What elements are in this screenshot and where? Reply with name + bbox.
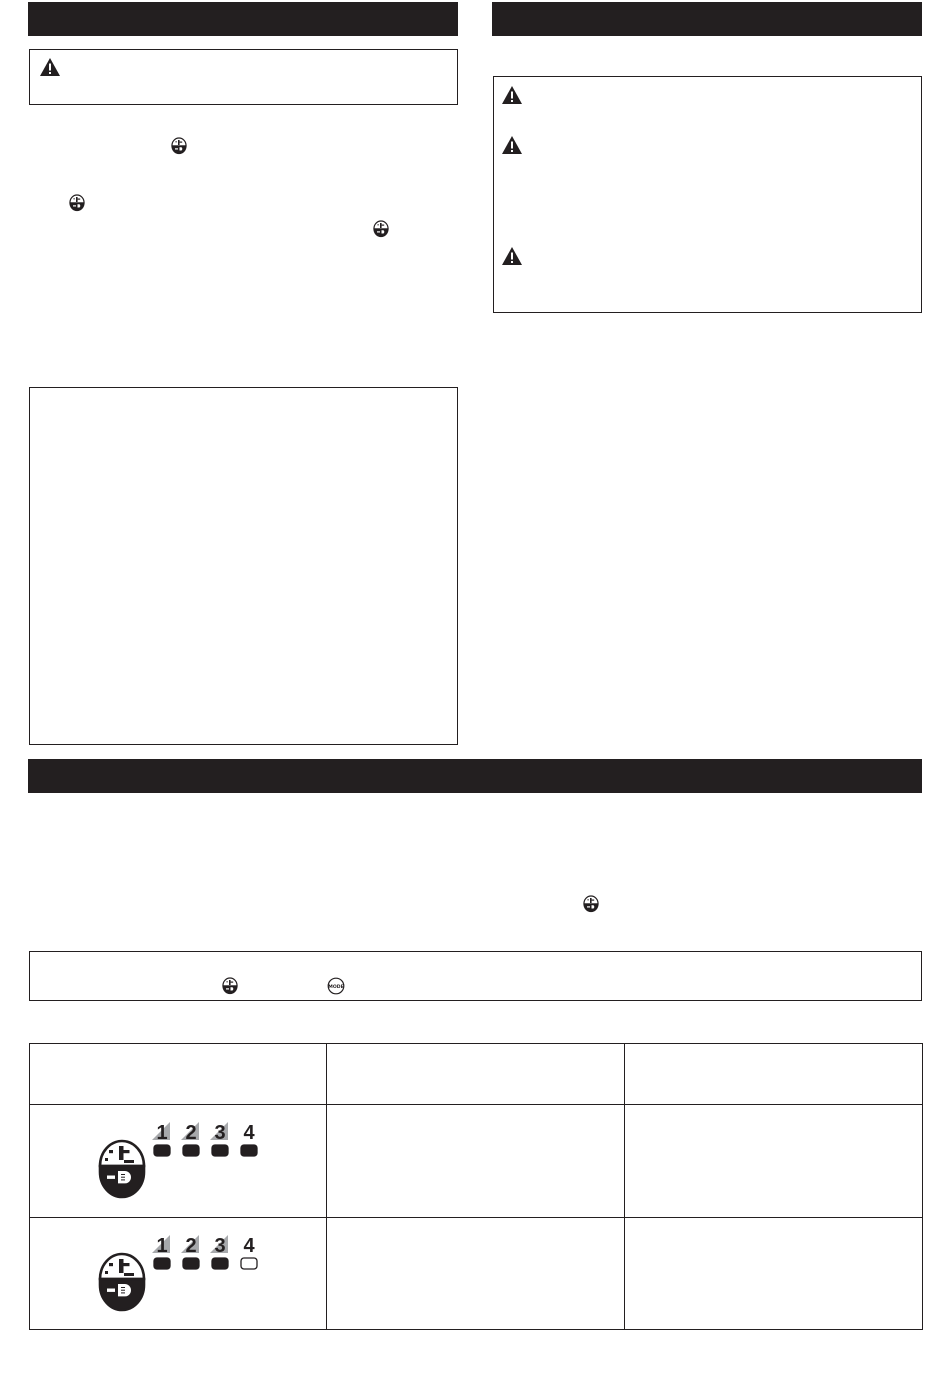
level-indicator-graphic — [152, 1232, 272, 1276]
left-section-header — [28, 2, 458, 36]
level-number: 3 — [214, 1234, 226, 1257]
level-led-on — [212, 1145, 228, 1156]
operation-table — [29, 1043, 923, 1330]
left-caution-box — [29, 49, 458, 105]
table-cell — [625, 1217, 923, 1329]
torque-light-mode-icon — [98, 1252, 146, 1312]
torque-light-mode-icon — [583, 895, 599, 913]
indicator-cell — [30, 1105, 327, 1217]
table-cell — [327, 1105, 625, 1217]
torque-light-mode-icon — [222, 977, 238, 995]
level-number: 1 — [156, 1234, 168, 1257]
table-header-cell — [30, 1044, 327, 1105]
left-note-box — [29, 387, 458, 745]
table-row — [30, 1105, 923, 1217]
right-section-header — [492, 2, 922, 36]
level-number: 4 — [243, 1122, 255, 1145]
level-led-on — [183, 1258, 199, 1269]
level-number: 3 — [214, 1122, 226, 1145]
level-number: 4 — [243, 1234, 255, 1257]
level-led-on — [183, 1145, 199, 1156]
table-header-cell — [625, 1044, 923, 1105]
torque-light-mode-icon — [171, 137, 187, 155]
torque-light-mode-icon — [373, 220, 389, 238]
level-number: 2 — [185, 1122, 197, 1145]
level-led-on — [154, 1145, 170, 1156]
level-number: 1 — [156, 1122, 168, 1145]
level-led-on — [154, 1258, 170, 1269]
indicator-panel — [98, 1232, 298, 1314]
right-warning-box — [493, 76, 922, 313]
table-header-row — [30, 1044, 923, 1105]
full-section-header — [28, 759, 922, 793]
mode-note-box — [29, 951, 922, 1001]
warning-triangle-icon — [501, 246, 523, 266]
warning-triangle-icon — [39, 57, 61, 77]
table-row — [30, 1217, 923, 1329]
torque-light-mode-icon — [69, 194, 85, 212]
level-number: 2 — [185, 1234, 197, 1257]
table-cell — [625, 1105, 923, 1217]
warning-triangle-icon — [501, 85, 523, 105]
indicator-panel — [98, 1119, 298, 1201]
table-cell — [327, 1217, 625, 1329]
torque-light-mode-icon — [98, 1139, 146, 1199]
level-led-on — [212, 1258, 228, 1269]
level-led-off — [241, 1258, 257, 1269]
level-indicator-graphic — [152, 1119, 272, 1163]
mode-button-icon — [327, 977, 345, 995]
table-header-cell — [327, 1044, 625, 1105]
indicator-cell — [30, 1217, 327, 1329]
level-led-on — [241, 1145, 257, 1156]
warning-triangle-icon — [501, 135, 523, 155]
